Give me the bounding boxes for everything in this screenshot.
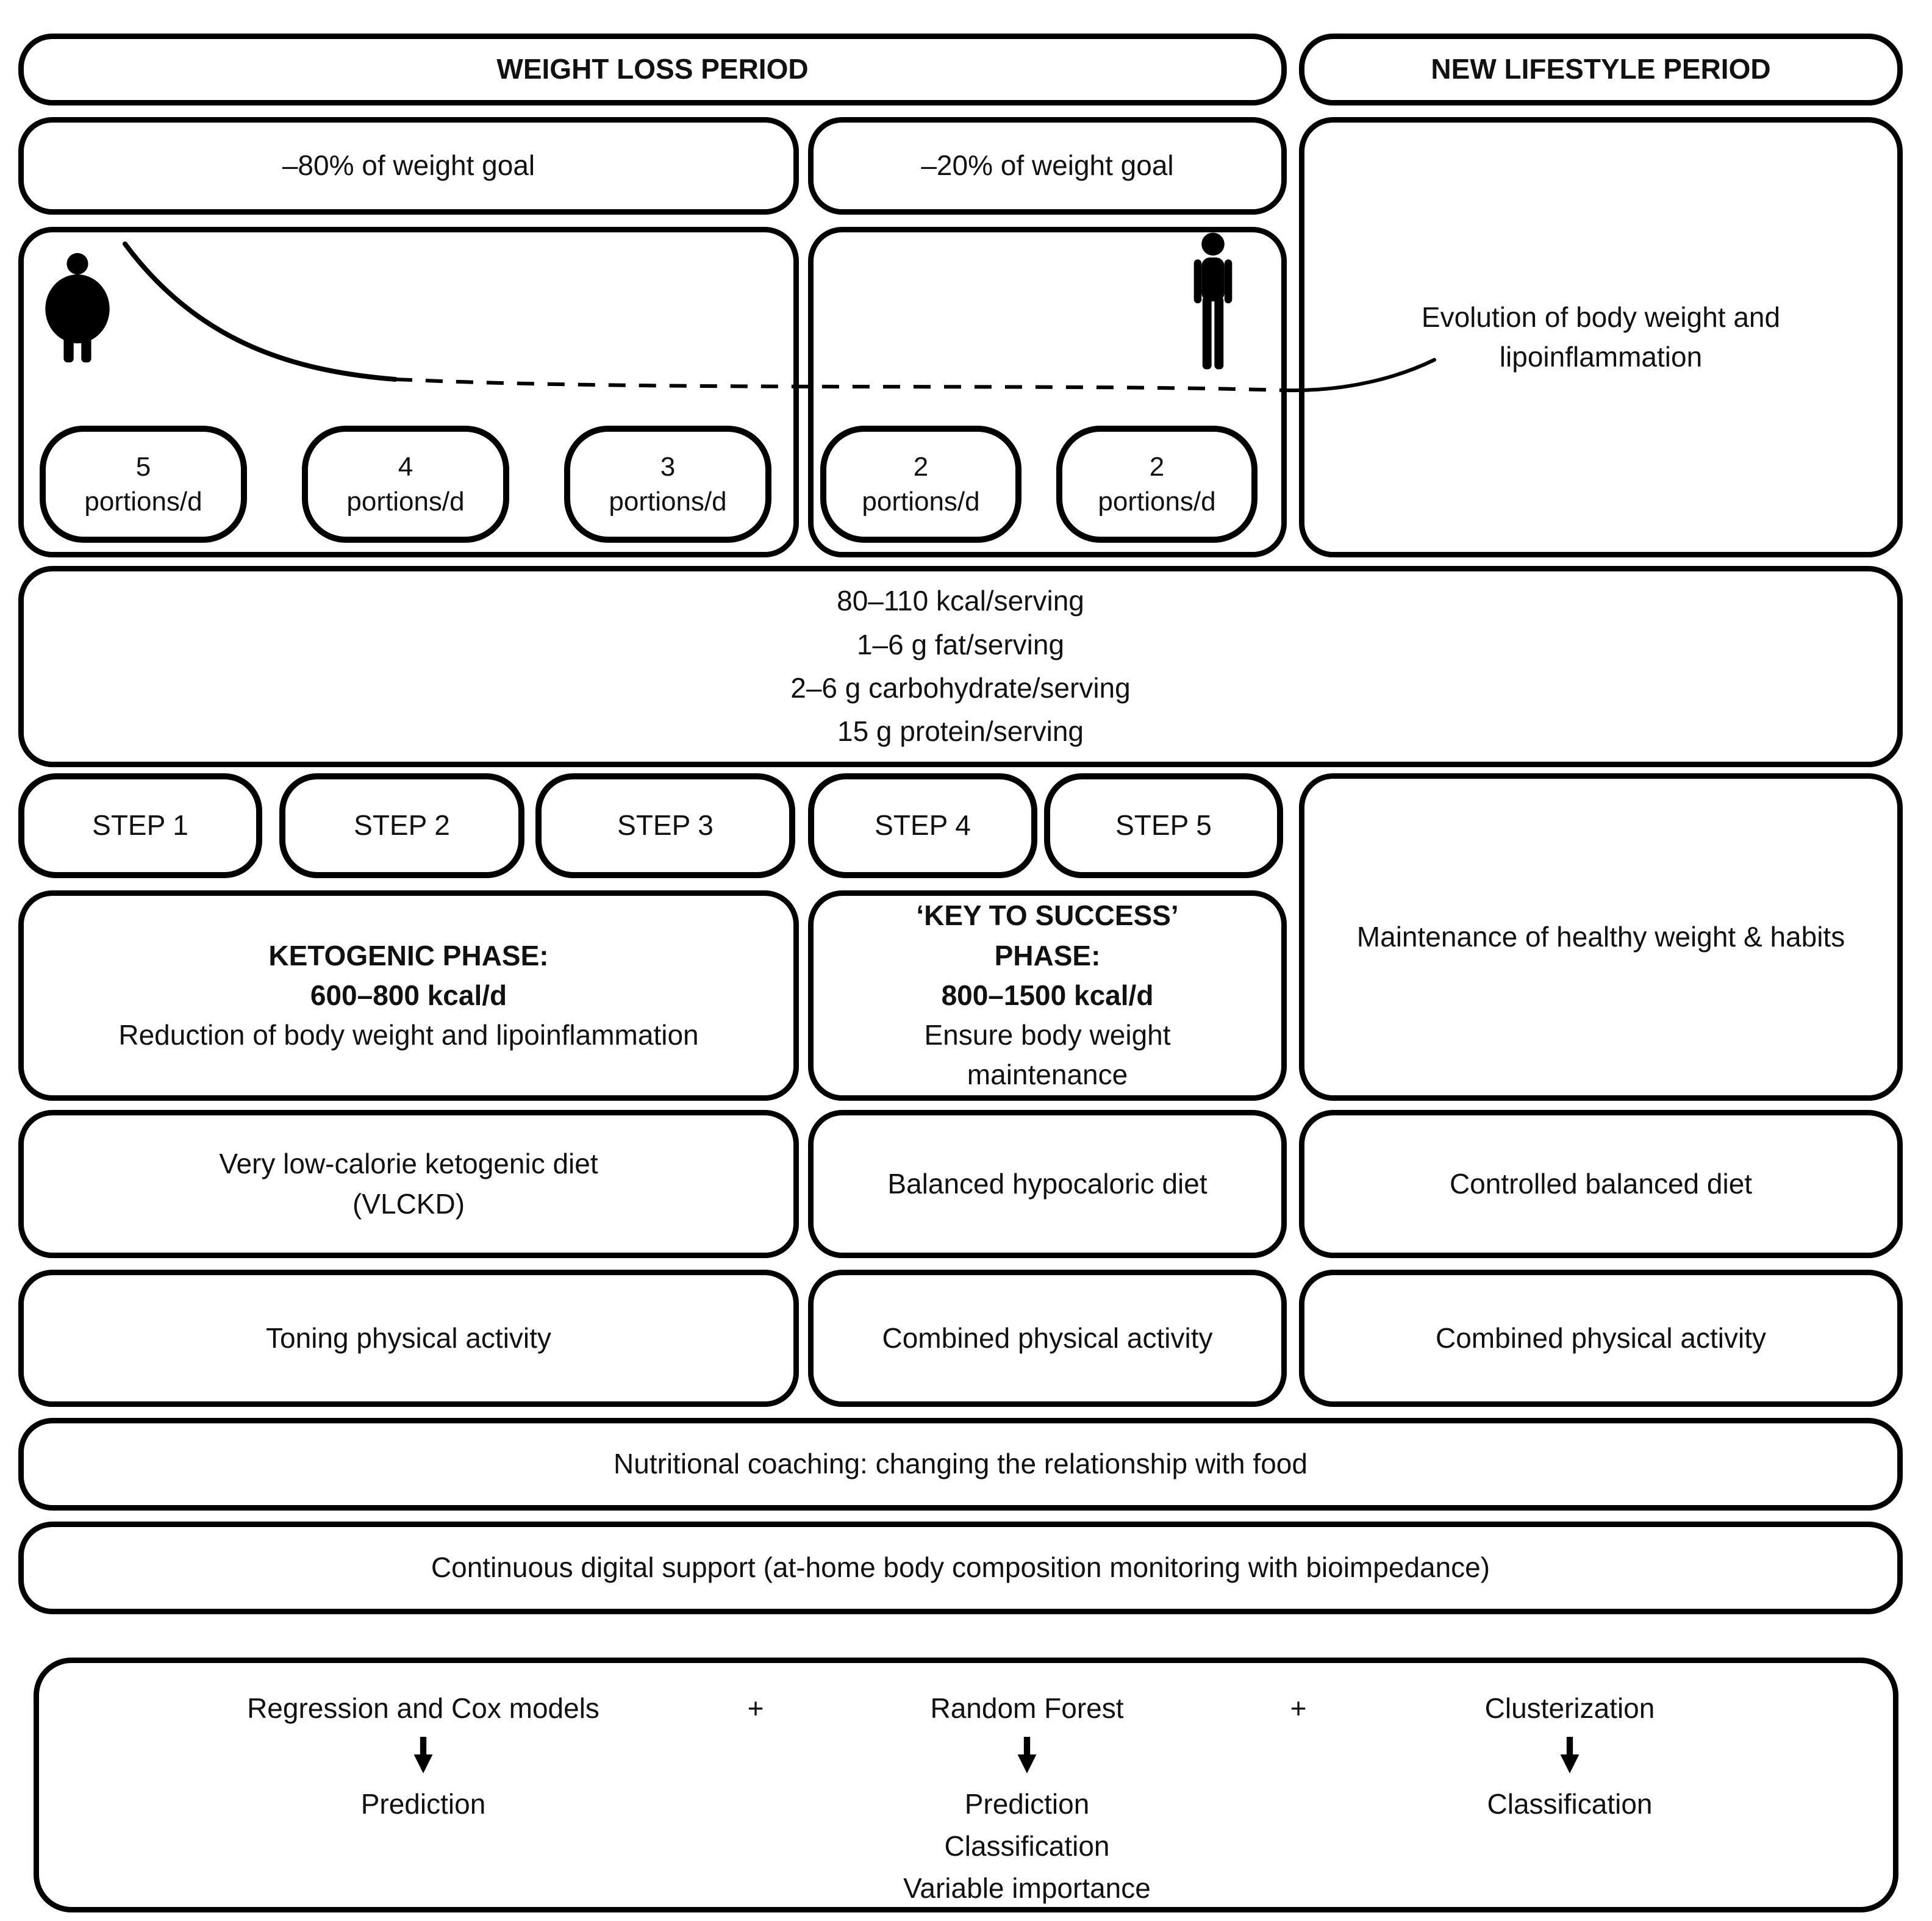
portion-unit: portions/d [862, 487, 980, 517]
down-arrow-icon [1014, 1737, 1040, 1777]
portion-bubble-3 [564, 426, 771, 543]
ketogenic-phase-calories: 600–800 kcal/d [310, 979, 507, 1011]
toning-activity-label: Toning physical activity [266, 1322, 551, 1354]
digital-support-box [18, 1522, 1903, 1614]
step-label: STEP 4 [875, 809, 971, 842]
toning-activity-box [18, 1270, 799, 1407]
portion-count: 3 [660, 451, 676, 482]
nutritional-coaching-box [18, 1418, 1903, 1511]
fit-person-icon [1184, 231, 1242, 378]
serving-info-box [18, 566, 1903, 767]
ketogenic-phase-box [18, 890, 799, 1101]
model-output: Prediction [360, 1788, 486, 1820]
portion-unit: portions/d [609, 487, 727, 517]
goal-20-label: –20% of weight goal [921, 149, 1174, 182]
maintenance-label: Maintenance of healthy weight & habits [1356, 920, 1845, 953]
portion-count: 5 [135, 451, 151, 482]
serving-info-line: 80–110 kcal/serving [837, 585, 1084, 617]
ketogenic-phase-description: Reduction of body weight and lipoinflammation [118, 1019, 699, 1051]
model-output: Prediction [964, 1788, 1090, 1820]
down-arrow-icon [1556, 1737, 1583, 1777]
vlckd-diet-name: Very low-calorie ketogenic diet [219, 1148, 598, 1180]
step-pill-1 [18, 773, 262, 878]
goal-20-box [808, 117, 1287, 215]
combined-activity-box-1 [808, 1270, 1287, 1407]
step-pill-3 [535, 773, 795, 878]
hypocaloric-diet-label: Balanced hypocaloric diet [887, 1167, 1208, 1200]
hypocaloric-diet-box [808, 1110, 1287, 1258]
model-output: Variable importance [903, 1872, 1151, 1905]
analytics-grid [39, 1663, 1893, 1907]
analytics-col-clusterization [1326, 1689, 1814, 1825]
goal-80-box [18, 117, 799, 215]
controlled-diet-label: Controlled balanced diet [1449, 1167, 1753, 1200]
analytics-col-regression [118, 1689, 728, 1825]
evolution-label: Evolution of body weight and lipoinflammation [1421, 301, 1781, 373]
portion-count: 2 [1149, 451, 1165, 482]
analytics-col-random-forest [783, 1689, 1271, 1909]
portion-unit: portions/d [84, 487, 202, 517]
new-lifestyle-period-label: NEW LIFESTYLE PERIOD [1431, 53, 1771, 85]
weight-loss-period-label: WEIGHT LOSS PERIOD [496, 53, 809, 85]
obese-person-icon [35, 238, 120, 383]
key-phase-title: ‘KEY TO SUCCESS’ PHASE: [916, 900, 1179, 971]
step-pill-2 [279, 773, 524, 878]
serving-info-line: 15 g protein/serving [837, 715, 1084, 748]
portion-bubble-2 [302, 426, 509, 543]
step-label: STEP 5 [1115, 809, 1212, 842]
ketogenic-phase-title: KETOGENIC PHASE: [268, 939, 549, 971]
model-name: Clusterization [1484, 1692, 1655, 1724]
analytics-panel [34, 1658, 1898, 1912]
portion-count: 2 [913, 451, 929, 482]
plus-sign: + [1290, 1692, 1307, 1724]
portion-count: 4 [398, 451, 413, 482]
vlckd-diet-abbr: (VLCKD) [352, 1187, 465, 1220]
portion-bubble-4 [820, 426, 1021, 543]
portion-unit: portions/d [346, 487, 465, 517]
model-output: Classification [944, 1830, 1110, 1862]
maintenance-box [1299, 773, 1903, 1101]
down-arrow-icon [410, 1737, 437, 1777]
evolution-box [1299, 117, 1903, 557]
combined-activity-label: Combined physical activity [882, 1322, 1213, 1354]
step-pill-4 [808, 773, 1037, 878]
digital-support-label: Continuous digital support (at-home body composition monitoring with bioimpedance) [431, 1551, 1490, 1584]
nutritional-coaching-label: Nutritional coaching: changing the relationship with food [614, 1448, 1308, 1480]
model-name: Regression and Cox models [247, 1692, 599, 1724]
model-name: Random Forest [930, 1692, 1124, 1724]
portion-bubble-1 [40, 426, 247, 543]
serving-info-line: 2–6 g carbohydrate/serving [790, 672, 1131, 704]
step-label: STEP 3 [617, 809, 714, 842]
weight-loss-period-header [18, 34, 1287, 106]
new-lifestyle-period-header [1299, 34, 1903, 106]
key-phase-calories: 800–1500 kcal/d [941, 979, 1154, 1011]
vlckd-diet-box [18, 1110, 799, 1258]
combined-activity-box-2 [1299, 1270, 1903, 1407]
serving-info-line: 1–6 g fat/serving [856, 628, 1065, 660]
plus-sign: + [747, 1692, 764, 1724]
portion-bubble-5 [1056, 426, 1258, 543]
portion-unit: portions/d [1098, 487, 1216, 517]
goal-80-label: –80% of weight goal [282, 149, 535, 182]
combined-activity-label: Combined physical activity [1435, 1322, 1766, 1354]
step-label: STEP 1 [92, 809, 188, 842]
model-output: Classification [1487, 1788, 1653, 1820]
step-label: STEP 2 [354, 809, 450, 842]
key-to-success-phase-box [808, 890, 1287, 1101]
step-pill-5 [1044, 773, 1283, 878]
controlled-diet-box [1299, 1110, 1903, 1258]
key-phase-description: Ensure body weight maintenance [924, 1019, 1171, 1091]
